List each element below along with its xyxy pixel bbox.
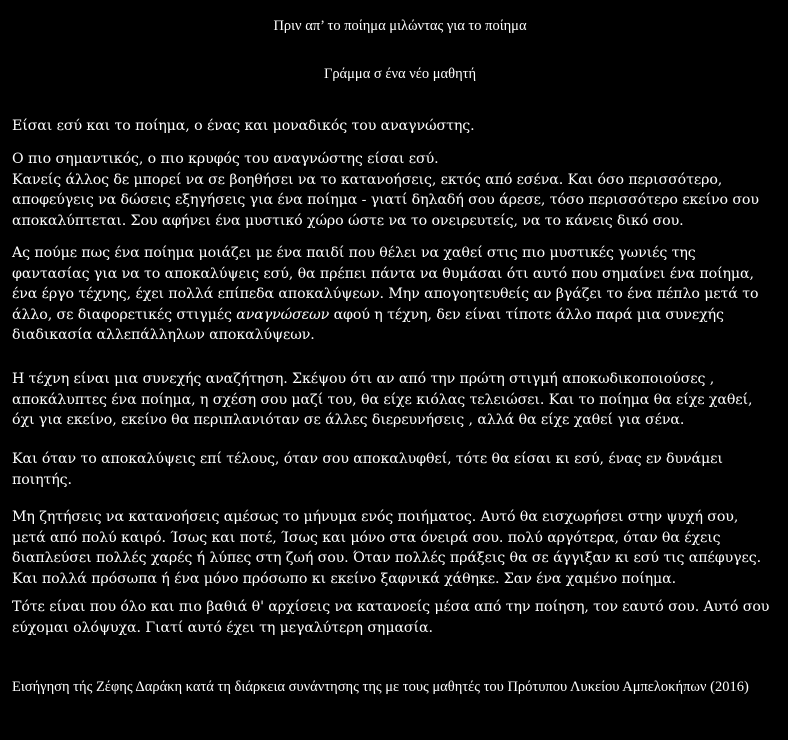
paragraph-1: Είσαι εσύ και το ποίημα, ο ένας και μοναδικός του αναγνώστης. — [12, 118, 475, 134]
paragraph-2: Ο πιο σημαντικός, ο πιο κρυφός του αναγνώστης είσαι εσύ. Κανείς άλλος δε μπορεί να σε βοηθήσει να το κατανοήσεις, εκτός από εσένα. Και όσο περισσότερο, αποφεύγεις να δώσεις εξηγήσεις για ένα ποίημα - γιατί δηλαδή σου άρεσε, τόσο περισσότερο εκείνο σου αποκαλύπτεται. Σου αφήνει ένα μυστικό χώρο ώστε να το ονειρευτείς, να το κάνεις δικό σου. — [12, 151, 759, 229]
paragraph-7: Τότε είναι που όλο και πιο βαθιά θ' αρχίσεις να κατανοείς μέσα από την ποίηση, τον εαυτό σου. Αυτό σου εύχομαι ολόψυχα. Γιατί αυτό έχει τη μεγαλύτερη σημασία. — [12, 599, 770, 636]
paragraph-3-part-1: Ας πούμε πως ένα ποίημα μοιάζει με ένα παιδί που θέλει να χαθεί στις πιο μυστικές γωνιές της φαντασίας για να το αποκαλύψεις εσύ, θα πρέπει πάντα να θυμάσαι ότι αυτό που σημαίνει ένα ποίημα, ένα έργο τέχνης, έχει πολλά επίπεδα αποκαλύψεων. Μην απογοητευθείς αν βγάζει το ένα πέπλο μετά το άλλο, σε διαφορετικές στιγμές — [12, 245, 759, 323]
paragraph-4: Η τέχνη είναι μια συνεχής αναζήτηση. Σκέψου ότι αν από την πρώτη στιγμή αποκωδικοποιούσες , αποκάλυπτες ένα ποίημα, η σχέση σου μαζί του, θα είχε κιόλας τελειώσει. Και το ποίημα θα είχε χαθεί, όχι για εκείνο, εκείνο θα περιπλανιόταν σε άλλες διερευνήσεις , αλλά θα είχε χαθεί για σένα. — [12, 371, 753, 428]
document-title: Πριν απ’ το ποίημα μιλώντας για το ποίημα — [273, 18, 527, 34]
document-subtitle: Γράμμα σ ένα νέο μαθητή — [323, 66, 477, 82]
paragraph-3 — [12, 243, 782, 346]
paragraph-3-part-2: αφού η τέχνη, δεν είναι τίποτε άλλο παρά μια συνεχής διαδικασία αλλεπάλληλων αποκαλύψεων. — [12, 306, 724, 343]
document-footer: Εισήγηση τής Ζέφης Δαράκη κατά τη διάρκεια συνάντησης της με τους μαθητές του Πρότυπου Λυκείου Αμπελοκήπων (2016) — [12, 679, 749, 695]
paragraph-3-emphasis: αναγνώσεων — [236, 306, 330, 323]
paragraph-5: Και όταν το αποκαλύψεις επί τέλους, όταν σου αποκαλυφθεί, τότε θα είσαι κι εσύ, ένας εν δυνάμει ποιητής. — [12, 451, 723, 488]
paragraph-6: Μη ζητήσεις να κατανοήσεις αμέσως το μήνυμα ενός ποιήματος. Αυτό θα εισχωρήσει στην ψυχή σου, μετά από πολύ καιρό. Ίσως και ποτέ, Ίσως και μόνο στα όνειρά σου. πολύ αργότερα, όταν θα έχεις διαπλεύσει πολλές χαρές ή λύπες στη ζωή σου. Όταν πολλές πράξεις θα σε άγγιξαν κι εσύ τις απέφυγες. Και πολλά πρόσωπα ή ένα μόνο πρόσωπο κι εκείνο ξαφνικά χάθηκε. Σαν ένα χαμένο ποίημα. — [12, 509, 761, 587]
